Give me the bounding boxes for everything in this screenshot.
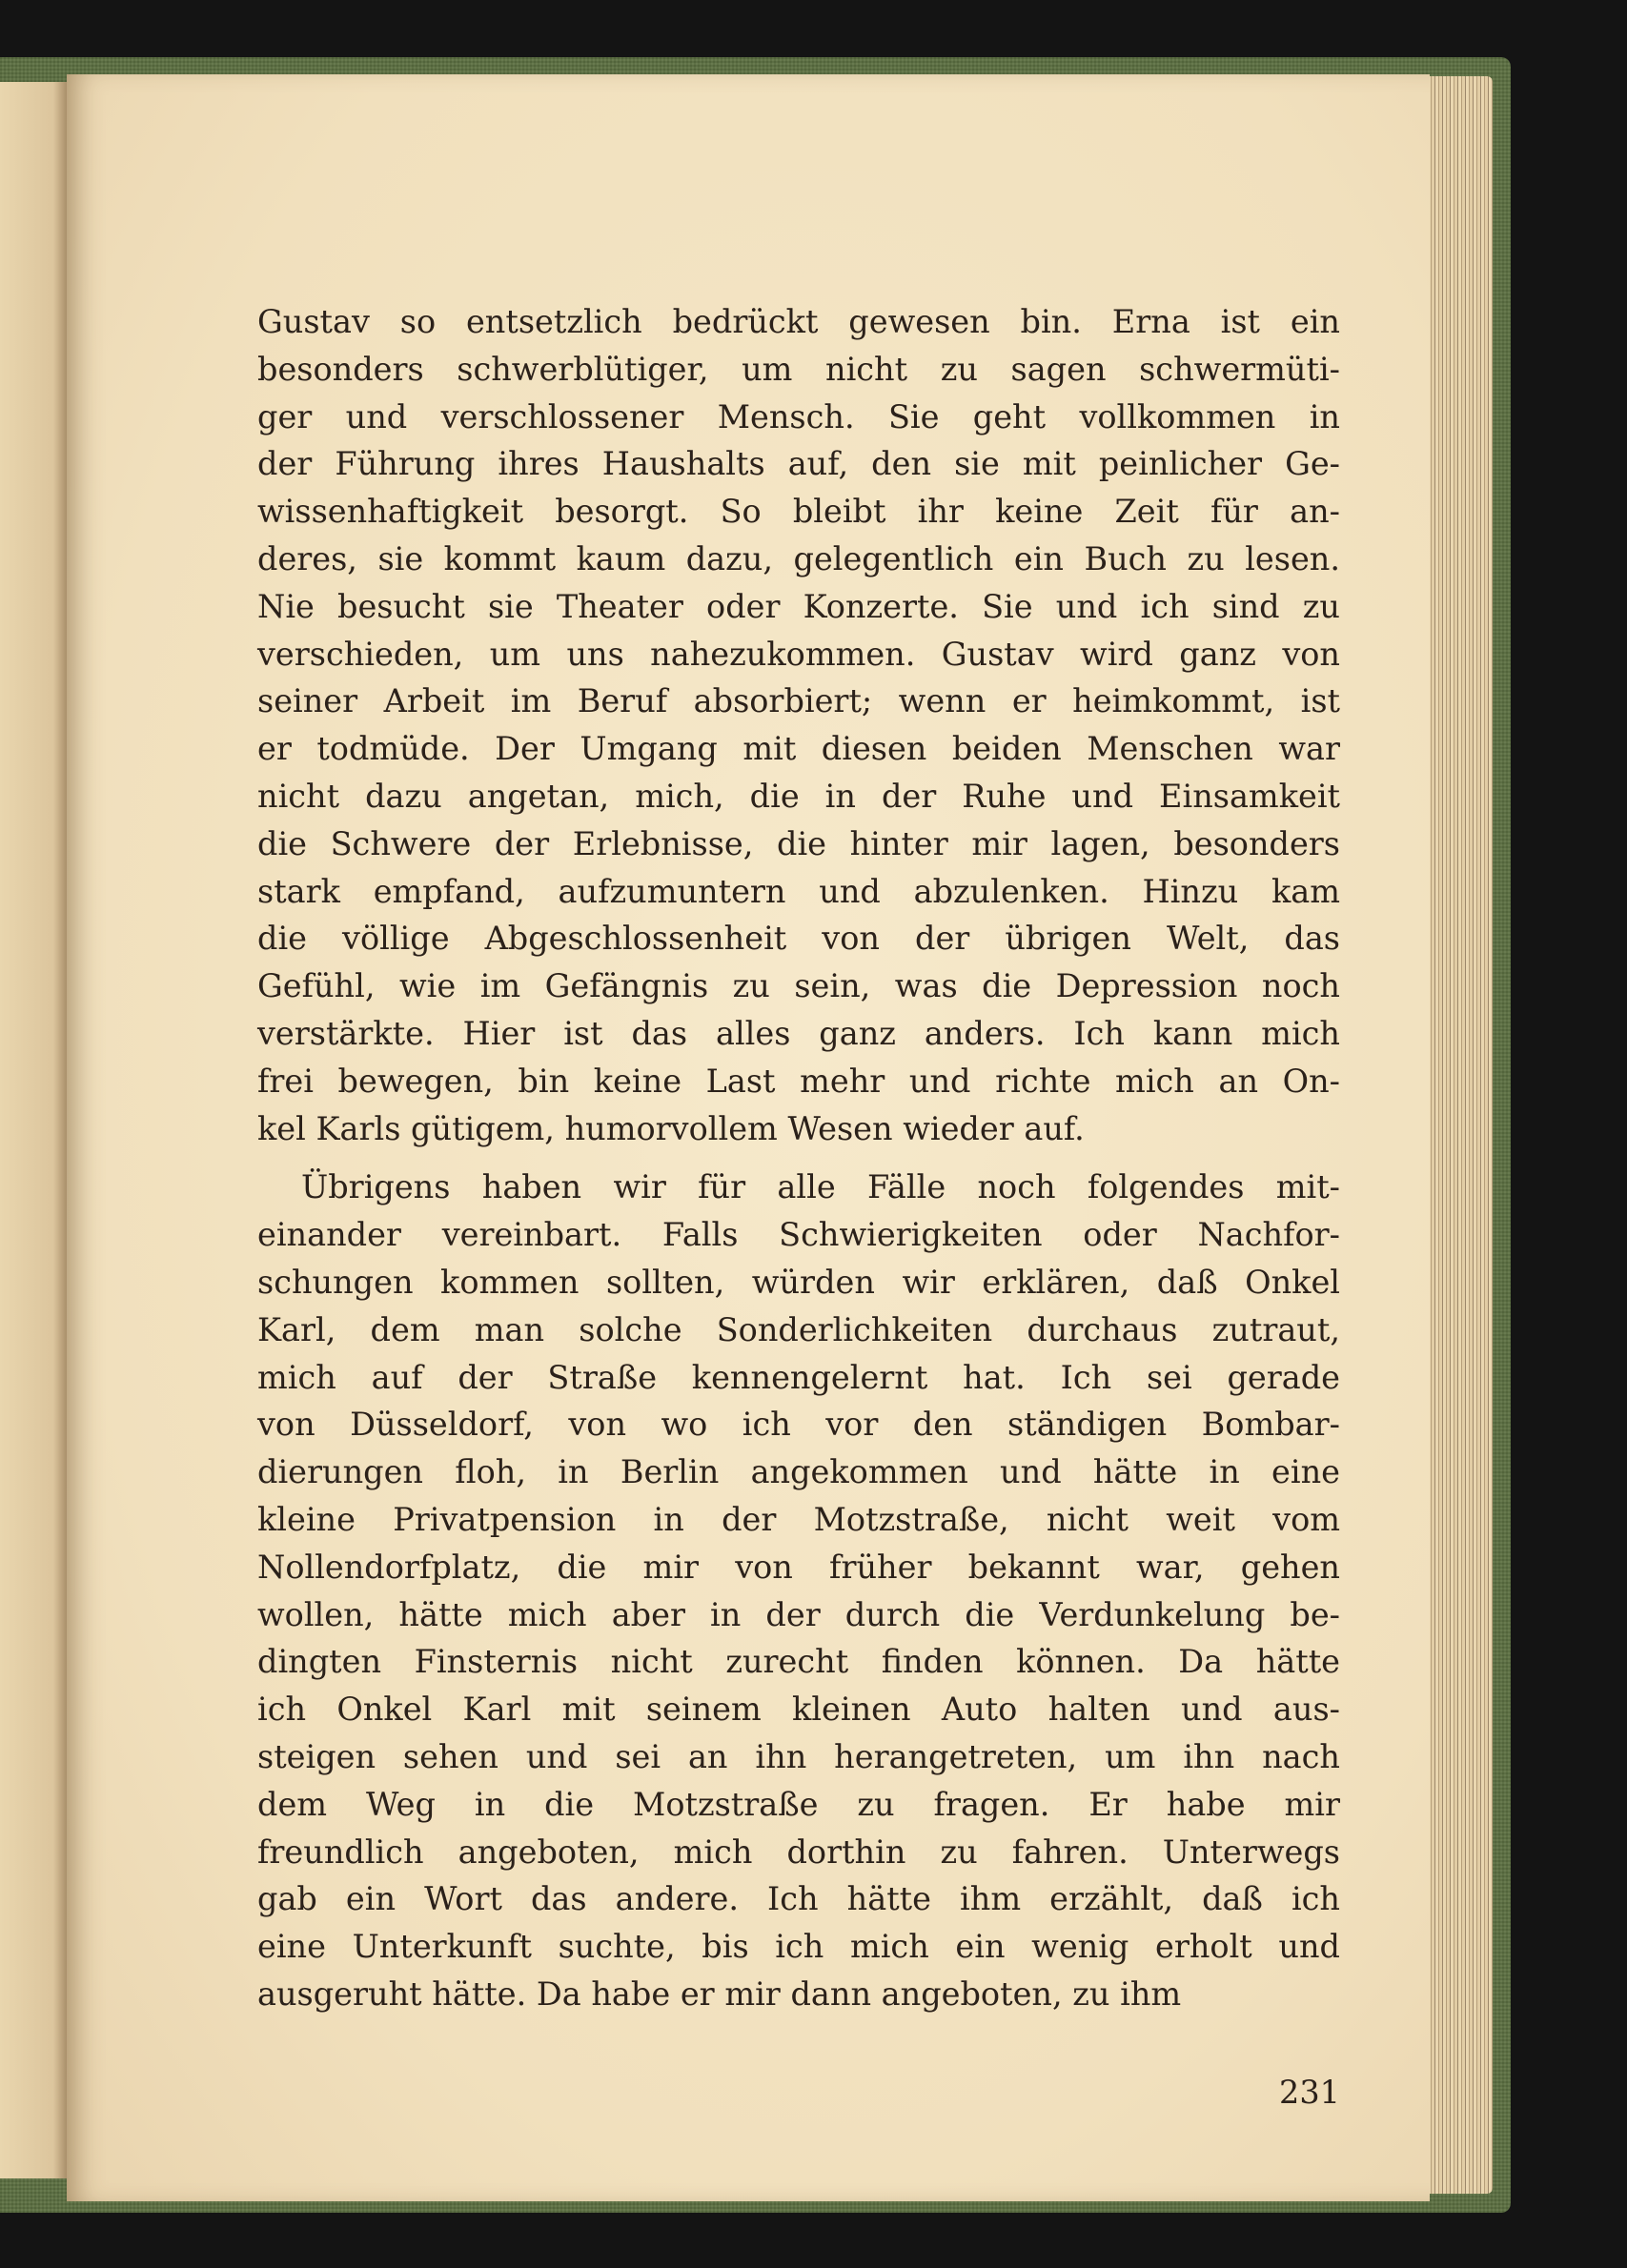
text-line: schungen kommen sollten, würden wir erklären, daß Onkel [257, 1263, 1340, 1301]
book-page [67, 74, 1430, 2201]
text-line: Nollendorfplatz, die mir von früher bekannt war, gehen [257, 1548, 1340, 1586]
text-line: Gefühl, wie im Gefängnis zu sein, was die Depression noch [257, 967, 1340, 1005]
text-line: der Führung ihres Haushalts auf, den sie mit peinlicher Ge- [257, 445, 1340, 483]
text-line: ausgeruht hätte. Da habe er mir dann angeboten, zu ihm [257, 1974, 1182, 2013]
text-line: die völlige Abgeschlossenheit von der übrigen Welt, das [257, 920, 1340, 958]
text-line: besonders schwerblütiger, um nicht zu sagen schwermüti- [257, 350, 1340, 388]
text-line: frei bewegen, bin keine Last mehr und richte mich an On- [257, 1062, 1340, 1100]
text-line: verschieden, um uns nahezukommen. Gustav wird ganz von [257, 635, 1340, 673]
paragraph-gap [257, 1152, 1340, 1164]
text-line: wissenhaftigkeit besorgt. So bleibt ihr keine Zeit für an- [257, 493, 1340, 531]
text-line: dingten Finsternis nicht zurecht finden können. Da hätte [257, 1643, 1340, 1681]
text-line: ger und verschlossener Mensch. Sie geht vollkommen in [257, 397, 1340, 435]
text-line: steigen sehen und sei an ihn herangetreten, um ihn nach [257, 1737, 1340, 1775]
text-line: eine Unterkunft suchte, bis ich mich ein wenig erholt und [257, 1928, 1340, 1966]
previous-page-edge [0, 82, 67, 2178]
text-line: kleine Privatpension in der Motzstraße, nicht weit vom [257, 1500, 1340, 1538]
text-line: einander vereinbart. Falls Schwierigkeiten oder Nachfor- [257, 1216, 1340, 1254]
page-number: 231 [1279, 2074, 1340, 2111]
text-line: von Düsseldorf, von wo ich vor den ständigen Bombar- [257, 1406, 1340, 1444]
text-line: wollen, hätte mich aber in der durch die Verdunkelung be- [257, 1595, 1340, 1633]
text-line: freundlich angeboten, mich dorthin zu fahren. Unterwegs [257, 1833, 1340, 1871]
text-line: Gustav so entsetzlich bedrückt gewesen bin. Erna ist ein [257, 303, 1340, 340]
text-line: stark empfand, aufzumuntern und abzulenken. Hinzu kam [257, 872, 1340, 910]
paragraph [257, 1164, 1340, 2017]
text-line: dierungen floh, in Berlin angekommen und hätte in eine [257, 1453, 1340, 1491]
text-line: gab ein Wort das andere. Ich hätte ihm erzählt, daß ich [257, 1880, 1340, 1918]
text-line: nicht dazu angetan, mich, die in der Ruhe und Einsamkeit [257, 777, 1340, 815]
text-line: verstärkte. Hier ist das alles ganz anders. Ich kann mich [257, 1014, 1340, 1052]
text-line: dem Weg in die Motzstraße zu fragen. Er habe mir [257, 1785, 1340, 1823]
text-line: mich auf der Straße kennengelernt hat. Ich sei gerade [257, 1358, 1340, 1396]
text-line: die Schwere der Erlebnisse, die hinter mir lagen, besonders [257, 824, 1340, 862]
page-edges [1428, 76, 1493, 2194]
paragraph [257, 298, 1340, 1152]
page-body-text [257, 298, 1340, 2018]
text-line: deres, sie kommt kaum dazu, gelegentlich ein Buch zu lesen. [257, 539, 1340, 577]
text-line: ich Onkel Karl mit seinem kleinen Auto halten und aus- [257, 1691, 1340, 1729]
text-line: seiner Arbeit im Beruf absorbiert; wenn er heimkommt, ist [257, 682, 1340, 720]
text-line: er todmüde. Der Umgang mit diesen beiden Menschen war [257, 730, 1340, 768]
text-line: kel Karls gütigem, humorvollem Wesen wieder auf. [257, 1109, 1085, 1147]
text-line: Übrigens haben wir für alle Fälle noch folgendes mit- [301, 1168, 1340, 1206]
text-line: Karl, dem man solche Sonderlichkeiten durchaus zutraut, [257, 1310, 1340, 1348]
text-line: Nie besucht sie Theater oder Konzerte. Sie und ich sind zu [257, 587, 1340, 625]
